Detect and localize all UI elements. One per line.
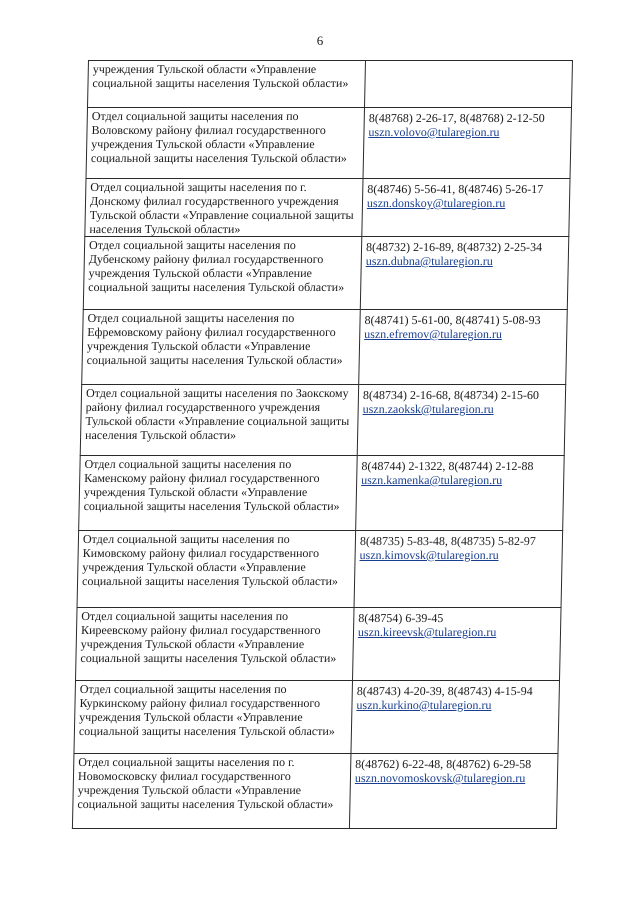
email-link[interactable]: uszn.kireevsk@tularegion.ru [357, 625, 497, 639]
phone-text: 8(48741) 5-61-00, 8(48741) 5-08-93 [364, 313, 541, 327]
org-cell: Отдел социальной защиты населения по Ефремовскому району филиал государственного учреждения Тульской области «Управление социальной защиты населения Тульской области» [82, 310, 361, 385]
table-row [80, 385, 565, 456]
phone-text: 8(48768) 2-26-17, 8(48768) 2-12-50 [368, 111, 545, 125]
table-row [76, 608, 562, 681]
phone-text: 8(48762) 6-22-48, 8(48762) 6-29-58 [355, 757, 532, 771]
contact-cell [354, 531, 563, 608]
contact-cell [357, 385, 565, 456]
org-cell: Отдел социальной защиты населения по Куркинскому району филиал государственного учреждения Тульской области «Управление социальной защиты населения Тульской области» [74, 681, 353, 754]
email-link[interactable]: uszn.dubna@tularegion.ru [365, 254, 493, 268]
email-link[interactable]: uszn.efremov@tularegion.ru [364, 327, 503, 341]
contact-cell [353, 608, 562, 681]
table-row [82, 310, 568, 385]
page-number: 6 [316, 33, 324, 48]
table-row [86, 108, 571, 179]
contact-cell [363, 108, 571, 179]
contact-cell [362, 179, 570, 237]
table-row [79, 456, 565, 531]
email-link[interactable]: uszn.zaoksk@tularegion.ru [362, 402, 494, 416]
phone-text: 8(48734) 2-16-68, 8(48734) 2-15-60 [362, 388, 540, 402]
contact-cell [356, 456, 565, 531]
contact-cell [360, 237, 569, 310]
org-cell: Отдел социальной защиты населения по г. Донскому филиал государственного учреждения Тульской области «Управление социальной защиты населения Тульской области» [85, 179, 363, 237]
table-row [85, 179, 570, 237]
contact-cell [349, 754, 558, 829]
table-row [74, 681, 560, 754]
email-link[interactable]: uszn.novomoskovsk@tularegion.ru [354, 771, 526, 785]
org-cell: Отдел социальной защиты населения по Киреевскому району филиал государственного учреждения Тульской области «Управление социальной защиты населения Тульской области» [76, 608, 355, 681]
org-cell: Отдел социальной защиты населения по г. Новомосковску филиал государственного учреждения Тульской области «Управление социальной защиты населения Тульской области» [72, 754, 351, 829]
contact-cell [365, 61, 573, 108]
phone-text: 8(48746) 5-56-41, 8(48746) 5-26-17 [367, 182, 544, 196]
org-cell: Отдел социальной защиты населения по Заокскому району филиал государственного учреждения Тульской области «Управление социальной защиты населения Тульской области» [80, 385, 358, 456]
org-cell: учреждения Тульской области «Управление социальной защиты населения Тульской области» [88, 61, 366, 108]
email-link[interactable]: uszn.kamenka@tularegion.ru [361, 473, 503, 487]
table-row [83, 237, 569, 310]
email-link[interactable]: uszn.kimovsk@tularegion.ru [359, 548, 499, 562]
phone-text: 8(48743) 4-20-39, 8(48743) 4-15-94 [356, 684, 533, 698]
email-link[interactable]: uszn.donskoy@tularegion.ru [366, 196, 506, 210]
contacts-table-body [72, 61, 572, 829]
contact-cell [351, 681, 560, 754]
table-row [77, 531, 563, 608]
phone-text: 8(48732) 2-16-89, 8(48732) 2-25-34 [365, 240, 543, 254]
phone-text: 8(48754) 6-39-45 [358, 611, 444, 625]
contacts-table [72, 60, 573, 829]
phone-text: 8(48735) 5-83-48, 8(48735) 5-82-97 [359, 534, 537, 548]
org-cell: Отдел социальной защиты населения по Дубенскому району филиал государственного учреждения Тульской области «Управление социальной защиты населения Тульской области» [83, 237, 362, 310]
org-cell: Отдел социальной защиты населения по Каменскому району филиал государственного учреждения Тульской области «Управление социальной защиты населения Тульской области» [79, 456, 358, 531]
table-row [88, 61, 573, 108]
contact-cell [359, 310, 568, 385]
email-link[interactable]: uszn.volovo@tularegion.ru [368, 125, 500, 139]
phone-text: 8(48744) 2-1322, 8(48744) 2-12-88 [361, 459, 534, 473]
org-cell: Отдел социальной защиты населения по Воловскому району филиал государственного учреждения Тульской области «Управление социальной защиты населения Тульской области» [86, 108, 364, 179]
table-row [72, 754, 558, 829]
email-link[interactable]: uszn.kurkino@tularegion.ru [356, 698, 492, 712]
org-cell: Отдел социальной защиты населения по Кимовскому району филиал государственного учреждения Тульской области «Управление социальной защиты населения Тульской области» [77, 531, 356, 608]
